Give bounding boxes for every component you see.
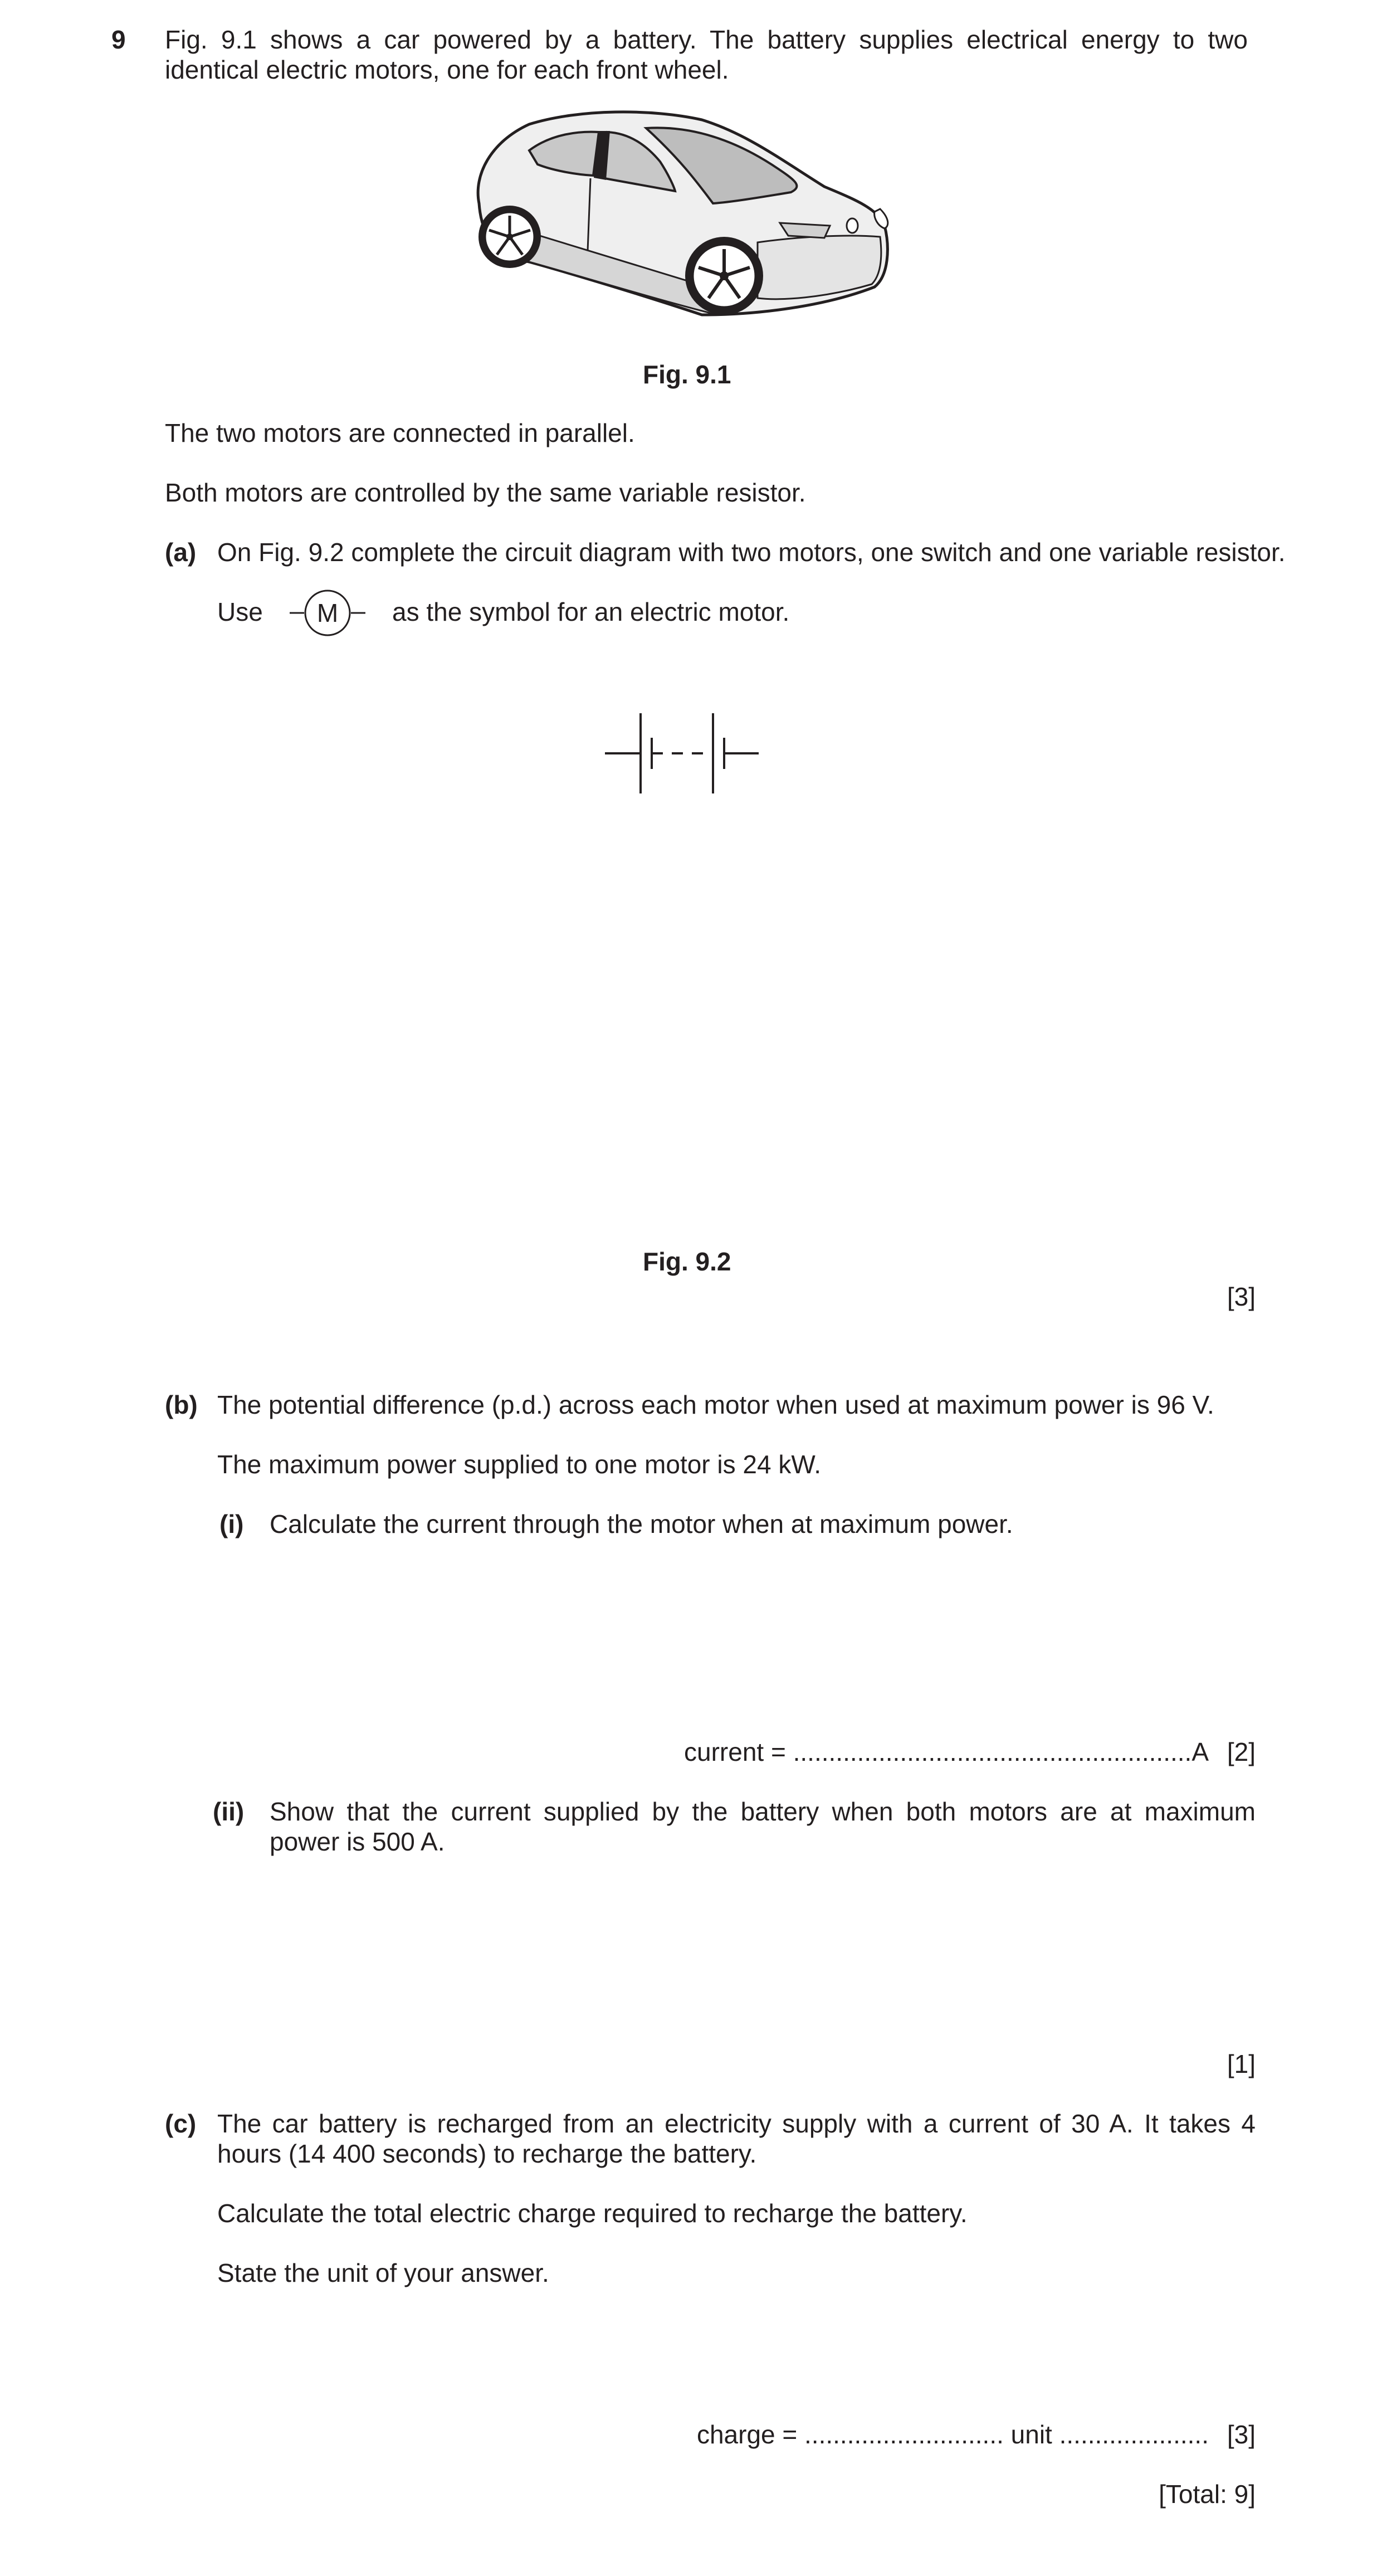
part-c-text-calculate: Calculate the total electric charge required to recharge the battery. [217, 2199, 968, 2228]
part-b-text-power: The maximum power supplied to one motor is 24 kW. [217, 1450, 822, 1479]
battery-symbol [604, 711, 760, 796]
part-b-i-label: (i) [219, 1509, 244, 1538]
motor-symbol-text: as the symbol for an electric motor. [392, 597, 790, 626]
part-c-label: (c) [165, 2109, 197, 2138]
part-b-i-marks: [2] [1227, 1737, 1256, 1766]
total-marks: [Total: 9] [1159, 2480, 1256, 2509]
part-c-marks: [3] [1227, 2420, 1256, 2449]
part-b-ii-text: Show that the current supplied by the battery when both motors are at maximum power is 500 A. [270, 1797, 1256, 1856]
part-b-ii-marks: [1] [1227, 2049, 1256, 2078]
part-a-text: On Fig. 9.2 complete the circuit diagram with two motors, one switch and one variable resistor. [217, 538, 1286, 567]
question-number: 9 [111, 25, 126, 54]
part-c-text-unit: State the unit of your answer. [217, 2258, 549, 2287]
question-intro: Fig. 9.1 shows a car powered by a battery. The battery supplies electrical energy to two identical electric motors, one for each front wheel. [165, 25, 1248, 84]
car-illustration [468, 109, 897, 323]
current-answer-line[interactable]: current = ........................................................A [684, 1737, 1209, 1766]
part-b-i-text: Calculate the current through the motor when at maximum power. [270, 1509, 1013, 1538]
statement-variable-resistor: Both motors are controlled by the same variable resistor. [165, 478, 806, 507]
motor-symbol-letter: M [316, 598, 339, 627]
part-b-text-pd: The potential difference (p.d.) across each motor when used at maximum power is 96 V. [217, 1390, 1214, 1419]
part-c-text-recharge: The car battery is recharged from an electricity supply with a current of 30 A. It takes 4 hours (14 400 seconds) to recharge the battery. [217, 2109, 1256, 2168]
part-a-label: (a) [165, 538, 197, 567]
part-b-ii-label: (ii) [213, 1797, 245, 1826]
part-b-label: (b) [165, 1390, 198, 1419]
charge-answer-line[interactable]: charge = ............................ unit ..................... [696, 2420, 1209, 2449]
part-a-marks: [3] [1227, 1282, 1256, 1311]
figure-caption-9-2: Fig. 9.2 [643, 1247, 731, 1276]
use-label: Use [217, 597, 263, 626]
figure-caption-9-1: Fig. 9.1 [643, 360, 731, 389]
statement-parallel: The two motors are connected in parallel. [165, 418, 635, 447]
